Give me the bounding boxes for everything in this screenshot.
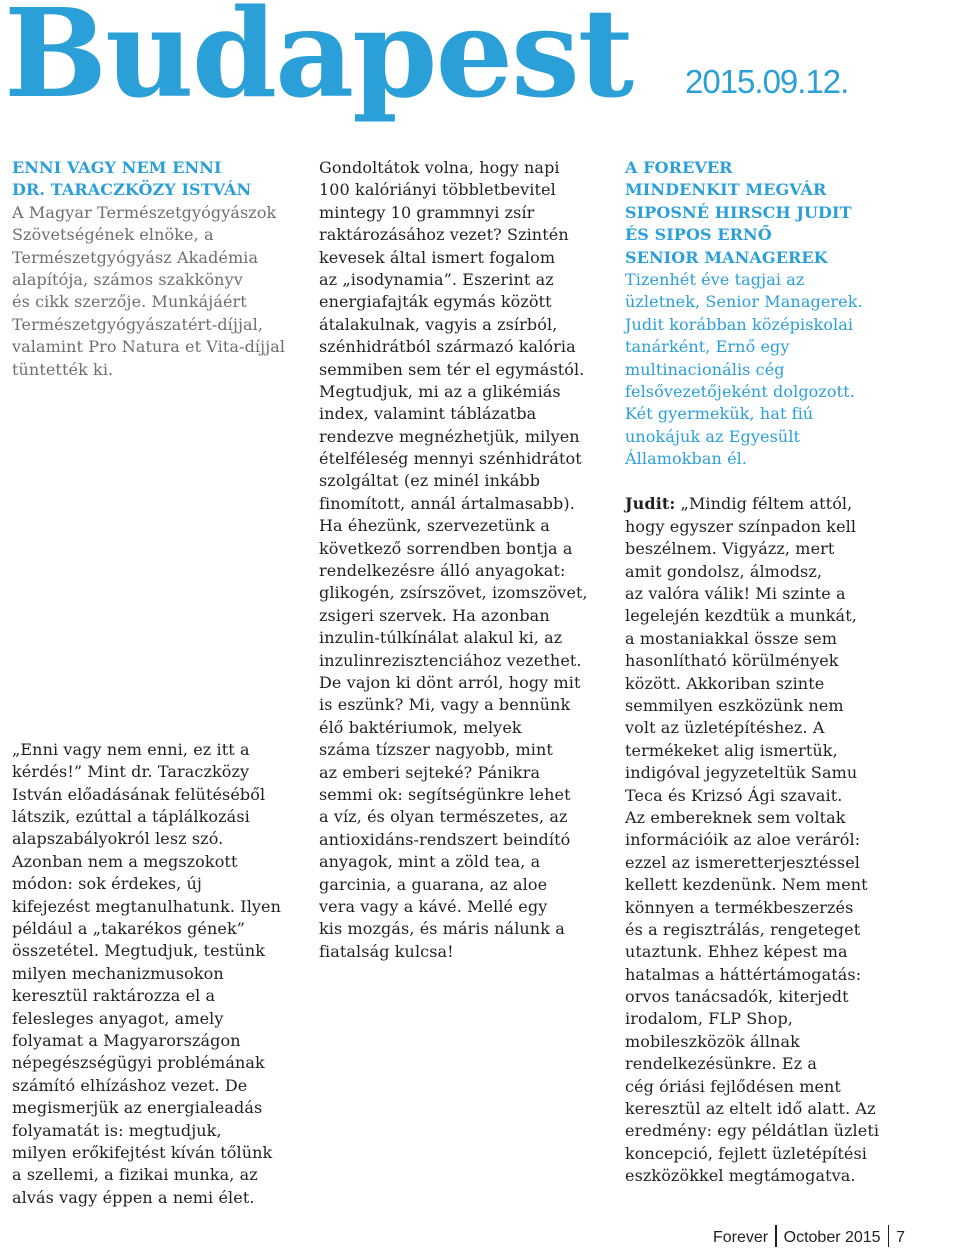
body-line: orvos tanácsadók, kiterjedt — [625, 987, 849, 1007]
body-line: és a regisztrálás, rengeteget — [625, 919, 861, 939]
bio-line: Államokban él. — [625, 449, 748, 469]
body-line: folyamatát is: megtudjuk, — [12, 1120, 222, 1140]
body-line: kérdés!” Mint dr. Taraczközy — [12, 762, 250, 782]
body-line: kifejezést megtanulhatunk. Ilyen — [12, 896, 282, 916]
body-line: vera vagy a kávé. Mellé egy — [319, 896, 548, 916]
bio-line: Tizenhét éve tagjai az — [625, 269, 805, 289]
body-line: glikogén, zsírszövet, izomszövet, — [319, 583, 588, 603]
article-body — [12, 739, 302, 1209]
body-line: is eszünk? Mi, vagy a bennünk — [319, 695, 571, 715]
bio-line: multinacionális cég — [625, 359, 785, 379]
body-line: élő baktériumok, melyek — [319, 717, 522, 737]
body-line: beszélnem. Vigyázz, mert — [625, 539, 835, 559]
speaker-title: SENIOR MANAGEREK — [625, 247, 828, 267]
bio-line: és cikk szerzője. Munkájáért — [12, 292, 247, 312]
body-line: raktározásához vezet? Szintén — [319, 225, 569, 245]
bio-line: Két gyermekük, hat fiú — [625, 404, 814, 424]
bio-line: valamint Pro Natura et Vita-díjjal — [12, 337, 286, 357]
event-date: 2015.09.12. — [685, 63, 849, 100]
body-line: szolgáltat (ez minél inkább — [319, 471, 541, 491]
article-body — [319, 157, 609, 963]
speaker-bio — [12, 202, 302, 381]
body-line: mobileszközök állnak — [625, 1031, 800, 1051]
bio-line: Szövetségének elnöke, a — [12, 225, 214, 245]
body-line: amit gondolsz, álmodsz, — [625, 561, 823, 581]
section-heading: A FOREVER — [625, 158, 733, 177]
body-line: a víz, és olyan természetes, az — [319, 807, 568, 827]
page-title: Budapest — [4, 0, 633, 125]
body-line: eszközökkel megtámogatva. — [625, 1166, 856, 1186]
body-line: István előadásának felütéséből — [12, 784, 266, 804]
body-line: Ha éhezünk, szervezetünk a — [319, 516, 550, 536]
body-line: koncepció, fejlett üzletépítési — [625, 1143, 867, 1163]
body-line: száma tízszer nagyobb, mint — [319, 740, 553, 760]
body-line: rendelkezésünkre. Ez a — [625, 1054, 818, 1074]
body-line: milyen erőkifejtést kíván tőlünk — [12, 1142, 273, 1162]
body-line: kis mozgás, és máris nálunk a — [319, 919, 565, 939]
body-line: látszik, ezúttal a táplálkozási — [12, 807, 250, 827]
body-line: alapszabályokról lesz szó. — [12, 829, 224, 849]
footer-divider — [888, 1225, 890, 1247]
body-line: az emberi sejteké? Pánikra — [319, 762, 541, 782]
body-line: a mostaniakkal össze sem — [625, 628, 837, 648]
body-line: Gondoltátok volna, hogy napi — [319, 158, 560, 177]
body-line: hogy egyszer színpadon kell — [625, 516, 857, 536]
body-line: legelején kezdtük a munkát, — [625, 606, 857, 626]
body-line: összetétel. Megtudjuk, testünk — [12, 941, 266, 961]
body-line: fiatalság kulcsa! — [319, 941, 454, 961]
footer-divider — [775, 1225, 777, 1247]
body-line: irodalom, FLP Shop, — [625, 1009, 793, 1029]
body-line: mintegy 10 grammnyi zsír — [319, 202, 535, 222]
body-line: hatalmas a háttértámogatás: — [625, 964, 862, 984]
section-heading: MINDENKIT MEGVÁR — [625, 180, 827, 200]
bio-line: tüntették ki. — [12, 359, 114, 379]
body-line: keresztül raktározza el a — [12, 986, 216, 1006]
column-3 — [625, 157, 925, 1188]
bio-line: A Magyar Természetgyógyászok — [12, 202, 277, 222]
body-line: folyamat a Magyarországon — [12, 1030, 241, 1050]
spacer — [625, 470, 925, 493]
bio-line: üzletnek, Senior Managerek. — [625, 292, 863, 312]
body-line: anyagok, mint a zöld tea, a — [319, 852, 541, 872]
body-line: indigóval jegyzeteltük Samu — [625, 763, 858, 783]
body-line: utaztunk. Ehhez képest ma — [625, 942, 848, 962]
body-line: szénhidrátból származó kalória — [319, 337, 576, 357]
body-line: „Enni vagy nem enni, ez itt a — [12, 739, 250, 759]
page-footer — [713, 1225, 905, 1248]
body-line: ételféleség mennyi szénhidrátot — [319, 449, 582, 469]
body-line: semmilyen eszközünk nem — [625, 695, 844, 715]
quote-opening: „Mindig féltem attól, — [675, 494, 853, 514]
column-1 — [12, 157, 302, 1209]
body-line: index, valamint táblázatba — [319, 404, 537, 424]
footer-brand: Forever — [713, 1229, 769, 1246]
body-line: például a „takarékos gének” — [12, 919, 246, 939]
body-line: kevesek által ismert fogalom — [319, 247, 556, 267]
speaker-name: ÉS SIPOS ERNŐ — [625, 225, 772, 245]
page-number: 7 — [896, 1229, 905, 1246]
body-line: 100 kalóriányi többletbevitel — [319, 180, 556, 200]
body-line: De vajon ki dönt arról, hogy mit — [319, 672, 581, 692]
speaker-name: DR. TARACZKÖZY ISTVÁN — [12, 180, 252, 200]
speaker-bio — [625, 269, 925, 471]
body-line: semmiben sem tér el egymástól. — [319, 359, 585, 379]
body-line: Azonban nem a megszokott — [12, 851, 238, 871]
body-line: népegészségügyi problémának — [12, 1053, 265, 1073]
body-line: Az embereknek sem voltak — [625, 807, 846, 827]
speaker-name: SIPOSNÉ HIRSCH JUDIT — [625, 202, 852, 222]
body-line: felesleges anyagot, amely — [12, 1008, 224, 1028]
body-line: a szellemi, a fizikai munka, az — [12, 1165, 258, 1185]
bio-line: alapítója, számos szakkönyv — [12, 269, 243, 289]
body-line: átalakulnak, vagyis a zsírból, — [319, 314, 558, 334]
body-line: ezzel az ismeretterjesztéssel — [625, 852, 860, 872]
body-line: cég óriási fejlődésen ment — [625, 1076, 841, 1096]
body-line: kellett kezdenünk. Nem ment — [625, 875, 868, 895]
spacer — [12, 381, 302, 739]
body-line: eredmény: egy példátlan üzleti — [625, 1121, 880, 1141]
body-line: következő sorrendben bontja a — [319, 538, 573, 558]
footer-issue: October 2015 — [783, 1229, 881, 1246]
body-line: megismerjük az energialeadás — [12, 1098, 263, 1118]
body-line: zsigeri szervek. Ha azonban — [319, 605, 550, 625]
body-line: között. Akkoriban szinte — [625, 673, 825, 693]
body-line: milyen mechanizmusokon — [12, 963, 224, 983]
body-line: keresztül az eltelt idő alatt. Az — [625, 1099, 876, 1119]
body-line: antioxidáns-rendszert beindító — [319, 829, 571, 849]
body-line: információik az aloe veráról: — [625, 830, 861, 850]
body-line: energiafajták egymás között — [319, 292, 552, 312]
quote-speaker: Judit: — [625, 494, 676, 514]
body-line: alvás vagy éppen a nemi élet. — [12, 1187, 255, 1207]
quote-first-line — [625, 493, 925, 515]
body-line: Megtudjuk, mi az a glikémiás — [319, 381, 561, 401]
body-line: rendezve megnézhetjük, milyen — [319, 426, 580, 446]
body-line: könnyen a termékbeszerzés — [625, 897, 854, 917]
body-line: inzulin-túlkínálat alakul ki, az — [319, 628, 563, 648]
body-line: volt az üzletépítéshez. A — [625, 718, 825, 738]
bio-line: Judit korábban középiskolai — [625, 314, 854, 334]
body-line: rendelkezésre álló anyagokat: — [319, 561, 566, 581]
quote-body — [625, 493, 925, 1187]
section-heading: ENNI VAGY NEM ENNI — [12, 158, 222, 177]
body-line: termékeket alig ismertük, — [625, 740, 838, 760]
bio-line: tanárként, Ernő egy — [625, 337, 790, 357]
body-line: módon: sok érdekes, új — [12, 874, 202, 894]
bio-line: Természetgyógyász Akadémia — [12, 247, 259, 267]
body-line: hasonlítható körülmények — [625, 651, 839, 671]
body-line: az valóra válik! Mi szinte a — [625, 584, 846, 604]
body-line: inzulinrezisztenciához vezethet. — [319, 650, 582, 670]
body-line: az „isodynamia”. Eszerint az — [319, 269, 554, 289]
body-line: garcinia, a guarana, az aloe — [319, 874, 548, 894]
bio-line: felsővezetőjeként dolgozott. — [625, 381, 855, 401]
column-2 — [319, 157, 609, 963]
body-line: semmi ok: segítségünkre lehet — [319, 784, 571, 804]
body-line: számító elhízáshoz vezet. De — [12, 1075, 248, 1095]
body-line: Teca és Krizsó Ági szavait. — [625, 785, 843, 805]
body-line: finomított, annál ártalmasabb). — [319, 493, 575, 513]
bio-line: Természetgyógyászatért-díjjal, — [12, 314, 264, 334]
bio-line: unokájuk az Egyesült — [625, 426, 801, 446]
